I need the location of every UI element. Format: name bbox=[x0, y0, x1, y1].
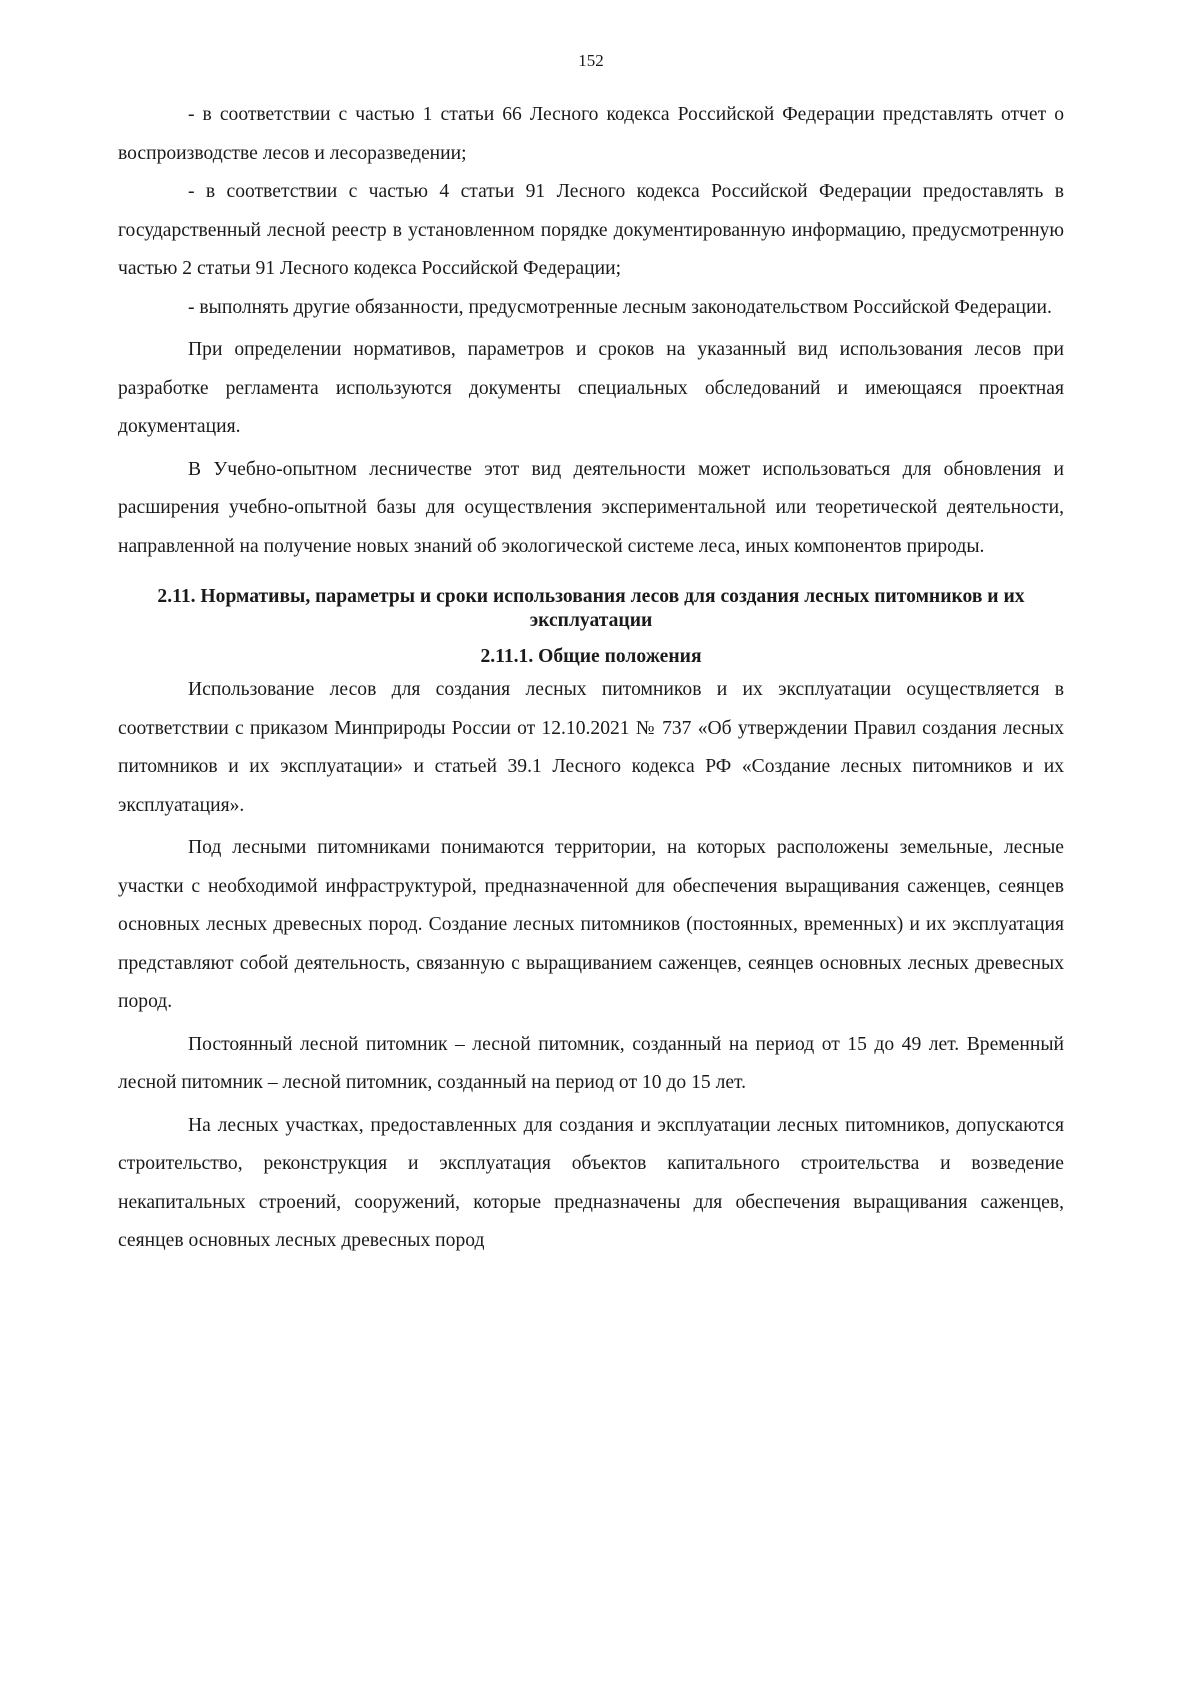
paragraph-nursery-regulation: Использование лесов для создания лесных питомников и их эксплуатации осуществляется в соответствии с приказом Минприроды России от 12.10.2021 № 737 «Об утверждении Правил создания лесных питомников и их эксплуатации» и статьей 39.1 Лесного кодекса РФ «Создание лесных питомников и их эксплуатация». bbox=[118, 679, 1064, 816]
paragraph-forest-registry: - в соответствии с частью 4 статьи 91 Лесного кодекса Российской Федерации предоставлять в государственный лесной реестр в установленном порядке документированную информацию, предусмотренную частью 2 статьи 91 Лесного кодекса Российской Федерации; bbox=[118, 181, 1064, 279]
section-heading: 2.11. Нормативы, параметры и сроки использования лесов для создания лесных питомников и их эксплуатации bbox=[157, 586, 1025, 631]
subsection-heading: 2.11.1. Общие положения bbox=[480, 646, 702, 667]
page-number: 152 bbox=[578, 51, 604, 70]
paragraph-nursery-construction: На лесных участках, предоставленных для создания и эксплуатации лесных питомников, допускаются строительство, реконструкция и эксплуатация объектов капитального строительства и возведение некапитальных строений, сооружений, которые предназначены для обеспечения выращивания саженцев, сеянцев основных лесных древесных пород bbox=[118, 1114, 1064, 1251]
paragraph-forest-report: - в соответствии с частью 1 статьи 66 Лесного кодекса Российской Федерации представлять отчет о воспроизводстве лесов и лесоразведении; bbox=[118, 104, 1064, 164]
paragraph-norms-determination: При определении нормативов, параметров и сроков на указанный вид использования лесов при разработке регламента используются документы специальных обследований и имеющаяся проектная документация. bbox=[118, 339, 1064, 437]
paragraph-training-forestry: В Учебно-опытном лесничестве этот вид деятельности может использоваться для обновления и расширения учебно-опытной базы для осуществления экспериментальной или теоретической деятельности, направленной на получение новых знаний об экологической системе леса, иных компонентов природы. bbox=[118, 458, 1064, 557]
paragraph-nursery-definition: Под лесными питомниками понимаются территории, на которых расположены земельные, лесные участки с необходимой инфраструктурой, предназначенной для обеспечения выращивания саженцев, сеянцев основных лесных древесных пород. Создание лесных питомников (постоянных, временных) и их эксплуатация представляют собой деятельность, связанную с выращиванием саженцев, сеянцев основных лесных древесных пород. bbox=[118, 837, 1064, 1012]
paragraph-other-duties: - выполнять другие обязанности, предусмотренные лесным законодательством Российской Федерации. bbox=[188, 296, 1052, 318]
document-page bbox=[118, 50, 1064, 1261]
paragraph-nursery-types: Постоянный лесной питомник – лесной питомник, созданный на период от 15 до 49 лет. Временный лесной питомник – лесной питомник, созданный на период от 10 до 15 лет. bbox=[118, 1033, 1064, 1093]
